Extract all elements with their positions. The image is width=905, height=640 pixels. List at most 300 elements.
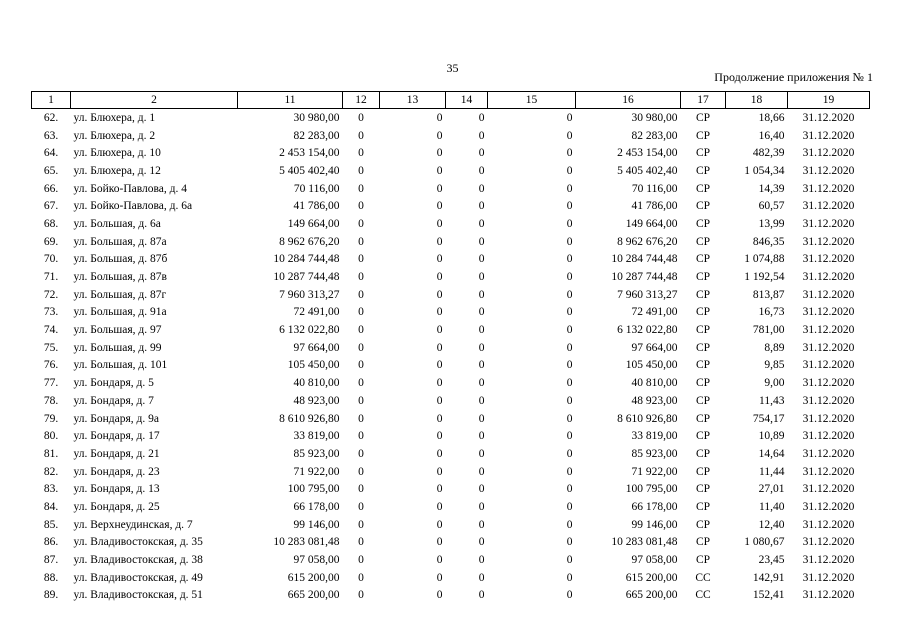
col14-cell: 0	[478, 518, 485, 531]
row-number-cell: 82.	[43, 465, 59, 478]
type-cell: СР	[695, 536, 711, 549]
col14-cell: 0	[478, 359, 485, 372]
col12-cell: 0	[358, 412, 364, 425]
date-cell: 31.12.2020	[802, 394, 855, 407]
column-header: 11	[238, 92, 343, 109]
type-cell: СР	[695, 430, 711, 443]
col14-cell: 0	[478, 235, 485, 248]
col14-cell: 0	[478, 536, 485, 549]
col15-cell: 0	[566, 430, 573, 443]
value-cell: 754,17	[752, 412, 785, 425]
date-cell: 31.12.2020	[802, 536, 855, 549]
row-number-cell: 70.	[43, 253, 59, 266]
col12-cell: 0	[358, 288, 364, 301]
row-number-cell: 79.	[43, 412, 59, 425]
type-cell: СР	[695, 500, 711, 513]
data-table	[31, 91, 870, 604]
value-cell: 18,66	[758, 111, 785, 124]
col13-cell: 0	[436, 217, 443, 230]
column-header: 1	[32, 92, 71, 109]
total-cell: 2 453 154,00	[617, 147, 678, 160]
col12-cell: 0	[358, 271, 364, 284]
type-cell: СР	[695, 271, 711, 284]
value-cell: 16,40	[758, 129, 785, 142]
row-number-cell: 84.	[43, 500, 59, 513]
col15-cell: 0	[566, 394, 573, 407]
table-row	[32, 268, 870, 286]
col14-cell: 0	[478, 571, 485, 584]
col12-cell: 0	[358, 164, 364, 177]
amount-cell: 10 283 081,48	[273, 536, 340, 549]
address-cell: ул. Бондаря, д. 7	[73, 394, 154, 407]
row-number-cell: 76.	[43, 359, 59, 372]
date-cell: 31.12.2020	[802, 483, 855, 496]
value-cell: 482,39	[752, 147, 785, 160]
col15-cell: 0	[566, 447, 573, 460]
value-cell: 9,85	[764, 359, 785, 372]
col12-cell: 0	[358, 235, 364, 248]
address-cell: ул. Блюхера, д. 10	[73, 147, 161, 160]
col15-cell: 0	[566, 217, 573, 230]
amount-cell: 149 664,00	[287, 217, 340, 230]
type-cell: СР	[695, 147, 711, 160]
total-cell: 6 132 022,80	[617, 324, 678, 337]
amount-cell: 48 923,00	[293, 394, 340, 407]
col13-cell: 0	[436, 111, 443, 124]
amount-cell: 10 287 744,48	[273, 271, 340, 284]
total-cell: 7 960 313,27	[617, 288, 678, 301]
date-cell: 31.12.2020	[802, 147, 855, 160]
column-header: 17	[681, 92, 726, 109]
continuation-label: Продолжение приложения № 1	[714, 70, 873, 84]
table-row	[32, 410, 870, 428]
type-cell: СР	[695, 377, 711, 390]
date-cell: 31.12.2020	[802, 235, 855, 248]
row-number-cell: 67.	[43, 200, 59, 213]
col12-cell: 0	[358, 341, 364, 354]
table-row	[32, 463, 870, 481]
col12-cell: 0	[358, 571, 364, 584]
total-cell: 615 200,00	[625, 571, 678, 584]
col15-cell: 0	[566, 164, 573, 177]
row-number-cell: 89.	[43, 589, 59, 602]
amount-cell: 6 132 022,80	[279, 324, 340, 337]
address-cell: ул. Владивостокская, д. 51	[73, 589, 203, 602]
col12-cell: 0	[358, 518, 364, 531]
address-cell: ул. Большая, д. 6а	[73, 217, 161, 230]
row-number-cell: 78.	[43, 394, 59, 407]
col12-cell: 0	[358, 430, 364, 443]
address-cell: ул. Бойко-Павлова, д. 6а	[73, 200, 193, 213]
amount-cell: 100 795,00	[287, 483, 340, 496]
col12-cell: 0	[358, 217, 364, 230]
table-row	[32, 427, 870, 445]
column-header: 13	[380, 92, 446, 109]
address-cell: ул. Большая, д. 91а	[73, 306, 167, 319]
col14-cell: 0	[478, 465, 485, 478]
value-cell: 16,73	[758, 306, 785, 319]
row-number-cell: 72.	[43, 288, 59, 301]
col12-cell: 0	[358, 377, 364, 390]
type-cell: СС	[695, 589, 711, 602]
amount-cell: 10 284 744,48	[273, 253, 340, 266]
value-cell: 813,87	[752, 288, 785, 301]
col12-cell: 0	[358, 500, 364, 513]
col13-cell: 0	[436, 359, 443, 372]
col13-cell: 0	[436, 182, 443, 195]
row-number-cell: 75.	[43, 341, 59, 354]
address-cell: ул. Бондаря, д. 13	[73, 483, 160, 496]
col15-cell: 0	[566, 554, 573, 567]
total-cell: 85 923,00	[631, 447, 678, 460]
col13-cell: 0	[436, 430, 443, 443]
value-cell: 23,45	[758, 554, 785, 567]
row-number-cell: 74.	[43, 324, 59, 337]
table-row	[32, 162, 870, 180]
total-cell: 33 819,00	[631, 430, 678, 443]
address-cell: ул. Бондаря, д. 23	[73, 465, 160, 478]
date-cell: 31.12.2020	[802, 182, 855, 195]
col15-cell: 0	[566, 253, 573, 266]
type-cell: СР	[695, 182, 711, 195]
col15-cell: 0	[566, 182, 573, 195]
row-number-cell: 81.	[43, 447, 59, 460]
col15-cell: 0	[566, 518, 573, 531]
col12-cell: 0	[358, 253, 364, 266]
address-cell: ул. Верхнеудинская, д. 7	[73, 518, 193, 531]
value-cell: 1 192,54	[744, 271, 785, 284]
total-cell: 48 923,00	[631, 394, 678, 407]
address-cell: ул. Блюхера, д. 12	[73, 164, 161, 177]
date-cell: 31.12.2020	[802, 341, 855, 354]
row-number-cell: 62.	[43, 111, 59, 124]
value-cell: 10,89	[758, 430, 785, 443]
col14-cell: 0	[478, 217, 485, 230]
row-number-cell: 68.	[43, 217, 59, 230]
date-cell: 31.12.2020	[802, 571, 855, 584]
col14-cell: 0	[478, 377, 485, 390]
col14-cell: 0	[478, 394, 485, 407]
col12-cell: 0	[358, 306, 364, 319]
date-cell: 31.12.2020	[802, 500, 855, 513]
value-cell: 1 080,67	[744, 536, 785, 549]
col15-cell: 0	[566, 377, 573, 390]
address-cell: ул. Большая, д. 87в	[73, 271, 167, 284]
value-cell: 9,00	[764, 377, 785, 390]
amount-cell: 30 980,00	[293, 111, 340, 124]
col14-cell: 0	[478, 147, 485, 160]
col14-cell: 0	[478, 288, 485, 301]
col13-cell: 0	[436, 465, 443, 478]
total-cell: 71 922,00	[631, 465, 678, 478]
amount-cell: 665 200,00	[287, 589, 340, 602]
total-cell: 10 284 744,48	[611, 253, 678, 266]
col13-cell: 0	[436, 447, 443, 460]
col14-cell: 0	[478, 341, 485, 354]
col12-cell: 0	[358, 324, 364, 337]
address-cell: ул. Большая, д. 87б	[73, 253, 168, 266]
col15-cell: 0	[566, 288, 573, 301]
type-cell: СР	[695, 164, 711, 177]
value-cell: 1 074,88	[744, 253, 785, 266]
type-cell: СР	[695, 111, 711, 124]
value-cell: 8,89	[764, 341, 785, 354]
address-cell: ул. Бондаря, д. 5	[73, 377, 154, 390]
total-cell: 5 405 402,40	[617, 164, 678, 177]
col13-cell: 0	[436, 235, 443, 248]
total-cell: 97 664,00	[631, 341, 678, 354]
column-header: 18	[726, 92, 788, 109]
row-number-cell: 66.	[43, 182, 59, 195]
col13-cell: 0	[436, 412, 443, 425]
date-cell: 31.12.2020	[802, 518, 855, 531]
col13-cell: 0	[436, 271, 443, 284]
col15-cell: 0	[566, 536, 573, 549]
col13-cell: 0	[436, 306, 443, 319]
col14-cell: 0	[478, 324, 485, 337]
table-row	[32, 286, 870, 304]
table-row	[32, 516, 870, 534]
total-cell: 10 283 081,48	[611, 536, 678, 549]
col12-cell: 0	[358, 182, 364, 195]
amount-cell: 40 810,00	[293, 377, 340, 390]
row-number-cell: 63.	[43, 129, 59, 142]
col15-cell: 0	[566, 200, 573, 213]
col14-cell: 0	[478, 182, 485, 195]
row-number-cell: 88.	[43, 571, 59, 584]
date-cell: 31.12.2020	[802, 412, 855, 425]
amount-cell: 85 923,00	[293, 447, 340, 460]
column-header: 16	[576, 92, 681, 109]
col14-cell: 0	[478, 447, 485, 460]
col15-cell: 0	[566, 271, 573, 284]
row-number-cell: 64.	[43, 147, 59, 160]
type-cell: СР	[695, 359, 711, 372]
amount-cell: 99 146,00	[293, 518, 340, 531]
row-number-cell: 69.	[43, 235, 59, 248]
value-cell: 11,40	[759, 500, 785, 513]
date-cell: 31.12.2020	[802, 359, 855, 372]
amount-cell: 41 786,00	[293, 200, 340, 213]
col13-cell: 0	[436, 536, 443, 549]
col15-cell: 0	[566, 111, 573, 124]
address-cell: ул. Бондаря, д. 21	[73, 447, 160, 460]
date-cell: 31.12.2020	[802, 200, 855, 213]
address-cell: ул. Большая, д. 99	[73, 341, 162, 354]
address-cell: ул. Владивостокская, д. 49	[73, 571, 203, 584]
col13-cell: 0	[436, 341, 443, 354]
table-row	[32, 197, 870, 215]
table-row	[32, 109, 870, 127]
col15-cell: 0	[566, 324, 573, 337]
type-cell: СР	[695, 129, 711, 142]
address-cell: ул. Блюхера, д. 2	[73, 129, 156, 142]
col12-cell: 0	[358, 394, 364, 407]
type-cell: СР	[695, 465, 711, 478]
col14-cell: 0	[478, 253, 485, 266]
col12-cell: 0	[358, 589, 364, 602]
table-row	[32, 534, 870, 552]
col12-cell: 0	[358, 129, 364, 142]
type-cell: СР	[695, 235, 711, 248]
total-cell: 8 610 926,80	[617, 412, 678, 425]
date-cell: 31.12.2020	[802, 430, 855, 443]
col14-cell: 0	[478, 430, 485, 443]
total-cell: 66 178,00	[631, 500, 678, 513]
table-row	[32, 144, 870, 162]
address-cell: ул. Большая, д. 87а	[73, 235, 167, 248]
col14-cell: 0	[478, 483, 485, 496]
total-cell: 97 058,00	[631, 554, 678, 567]
column-header: 12	[343, 92, 380, 109]
date-cell: 31.12.2020	[802, 465, 855, 478]
table-row	[32, 251, 870, 269]
table-row	[32, 551, 870, 569]
amount-cell: 97 058,00	[293, 554, 340, 567]
address-cell: ул. Бондаря, д. 9а	[73, 412, 159, 425]
col14-cell: 0	[478, 271, 485, 284]
col15-cell: 0	[566, 412, 573, 425]
type-cell: СР	[695, 288, 711, 301]
total-cell: 41 786,00	[631, 200, 678, 213]
col13-cell: 0	[436, 129, 443, 142]
table-row	[32, 392, 870, 410]
col14-cell: 0	[478, 111, 485, 124]
row-number-cell: 80.	[43, 430, 59, 443]
value-cell: 60,57	[758, 200, 785, 213]
col12-cell: 0	[358, 111, 364, 124]
table-row	[32, 374, 870, 392]
amount-cell: 615 200,00	[287, 571, 340, 584]
total-cell: 99 146,00	[631, 518, 678, 531]
row-number-cell: 83.	[43, 483, 59, 496]
col14-cell: 0	[478, 306, 485, 319]
amount-cell: 7 960 313,27	[279, 288, 340, 301]
col13-cell: 0	[436, 518, 443, 531]
col15-cell: 0	[566, 306, 573, 319]
total-cell: 149 664,00	[625, 217, 678, 230]
date-cell: 31.12.2020	[802, 253, 855, 266]
type-cell: СР	[695, 341, 711, 354]
col15-cell: 0	[566, 571, 573, 584]
column-header: 2	[71, 92, 238, 109]
row-number-cell: 65.	[43, 164, 59, 177]
col13-cell: 0	[436, 164, 443, 177]
col13-cell: 0	[436, 571, 443, 584]
value-cell: 846,35	[752, 235, 785, 248]
table-row	[32, 233, 870, 251]
column-header: 14	[446, 92, 488, 109]
col13-cell: 0	[436, 394, 443, 407]
col13-cell: 0	[436, 288, 443, 301]
row-number-cell: 77.	[43, 377, 59, 390]
column-header: 15	[488, 92, 576, 109]
type-cell: СР	[695, 306, 711, 319]
col14-cell: 0	[478, 164, 485, 177]
type-cell: СС	[695, 571, 711, 584]
table-row	[32, 569, 870, 587]
col15-cell: 0	[566, 500, 573, 513]
type-cell: СР	[695, 200, 711, 213]
col14-cell: 0	[478, 412, 485, 425]
col14-cell: 0	[478, 554, 485, 567]
col13-cell: 0	[436, 253, 443, 266]
table-row	[32, 357, 870, 375]
type-cell: СР	[695, 217, 711, 230]
col13-cell: 0	[436, 200, 443, 213]
table-row	[32, 339, 870, 357]
address-cell: ул. Блюхера, д. 1	[73, 111, 156, 124]
date-cell: 31.12.2020	[802, 377, 855, 390]
total-cell: 40 810,00	[631, 377, 678, 390]
address-cell: ул. Большая, д. 101	[73, 359, 168, 372]
type-cell: СР	[695, 394, 711, 407]
col12-cell: 0	[358, 359, 364, 372]
type-cell: СР	[695, 483, 711, 496]
type-cell: СР	[695, 412, 711, 425]
total-cell: 10 287 744,48	[611, 271, 678, 284]
date-cell: 31.12.2020	[802, 217, 855, 230]
amount-cell: 97 664,00	[293, 341, 340, 354]
value-cell: 11,43	[759, 394, 785, 407]
amount-cell: 5 405 402,40	[279, 164, 340, 177]
page-number: 35	[446, 61, 459, 75]
value-cell: 27,01	[758, 483, 785, 496]
date-cell: 31.12.2020	[802, 271, 855, 284]
amount-cell: 70 116,00	[293, 182, 340, 195]
total-cell: 72 491,00	[631, 306, 678, 319]
table-row	[32, 180, 870, 198]
table-body	[32, 109, 870, 605]
type-cell: СР	[695, 253, 711, 266]
value-cell: 12,40	[758, 518, 785, 531]
table-row	[32, 445, 870, 463]
col15-cell: 0	[566, 147, 573, 160]
total-cell: 665 200,00	[625, 589, 678, 602]
value-cell: 13,99	[758, 217, 785, 230]
type-cell: СР	[695, 518, 711, 531]
address-cell: ул. Владивостокская, д. 38	[73, 554, 203, 567]
date-cell: 31.12.2020	[802, 324, 855, 337]
amount-cell: 105 450,00	[287, 359, 340, 372]
col15-cell: 0	[566, 341, 573, 354]
table-row	[32, 480, 870, 498]
table-row	[32, 304, 870, 322]
address-cell: ул. Бондаря, д. 17	[73, 430, 160, 443]
row-number-cell: 73.	[43, 306, 59, 319]
column-header: 19	[788, 92, 870, 109]
value-cell: 152,41	[752, 589, 785, 602]
amount-cell: 82 283,00	[293, 129, 340, 142]
amount-cell: 2 453 154,00	[279, 147, 340, 160]
col12-cell: 0	[358, 554, 364, 567]
date-cell: 31.12.2020	[802, 554, 855, 567]
type-cell: СР	[695, 554, 711, 567]
table-row	[32, 587, 870, 605]
address-cell: ул. Большая, д. 97	[73, 324, 162, 337]
total-cell: 105 450,00	[625, 359, 678, 372]
col15-cell: 0	[566, 129, 573, 142]
col14-cell: 0	[478, 589, 485, 602]
table-row	[32, 321, 870, 339]
date-cell: 31.12.2020	[802, 306, 855, 319]
col15-cell: 0	[566, 235, 573, 248]
col12-cell: 0	[358, 147, 364, 160]
amount-cell: 33 819,00	[293, 430, 340, 443]
row-number-cell: 87.	[43, 554, 59, 567]
amount-cell: 8 610 926,80	[279, 412, 340, 425]
date-cell: 31.12.2020	[802, 129, 855, 142]
